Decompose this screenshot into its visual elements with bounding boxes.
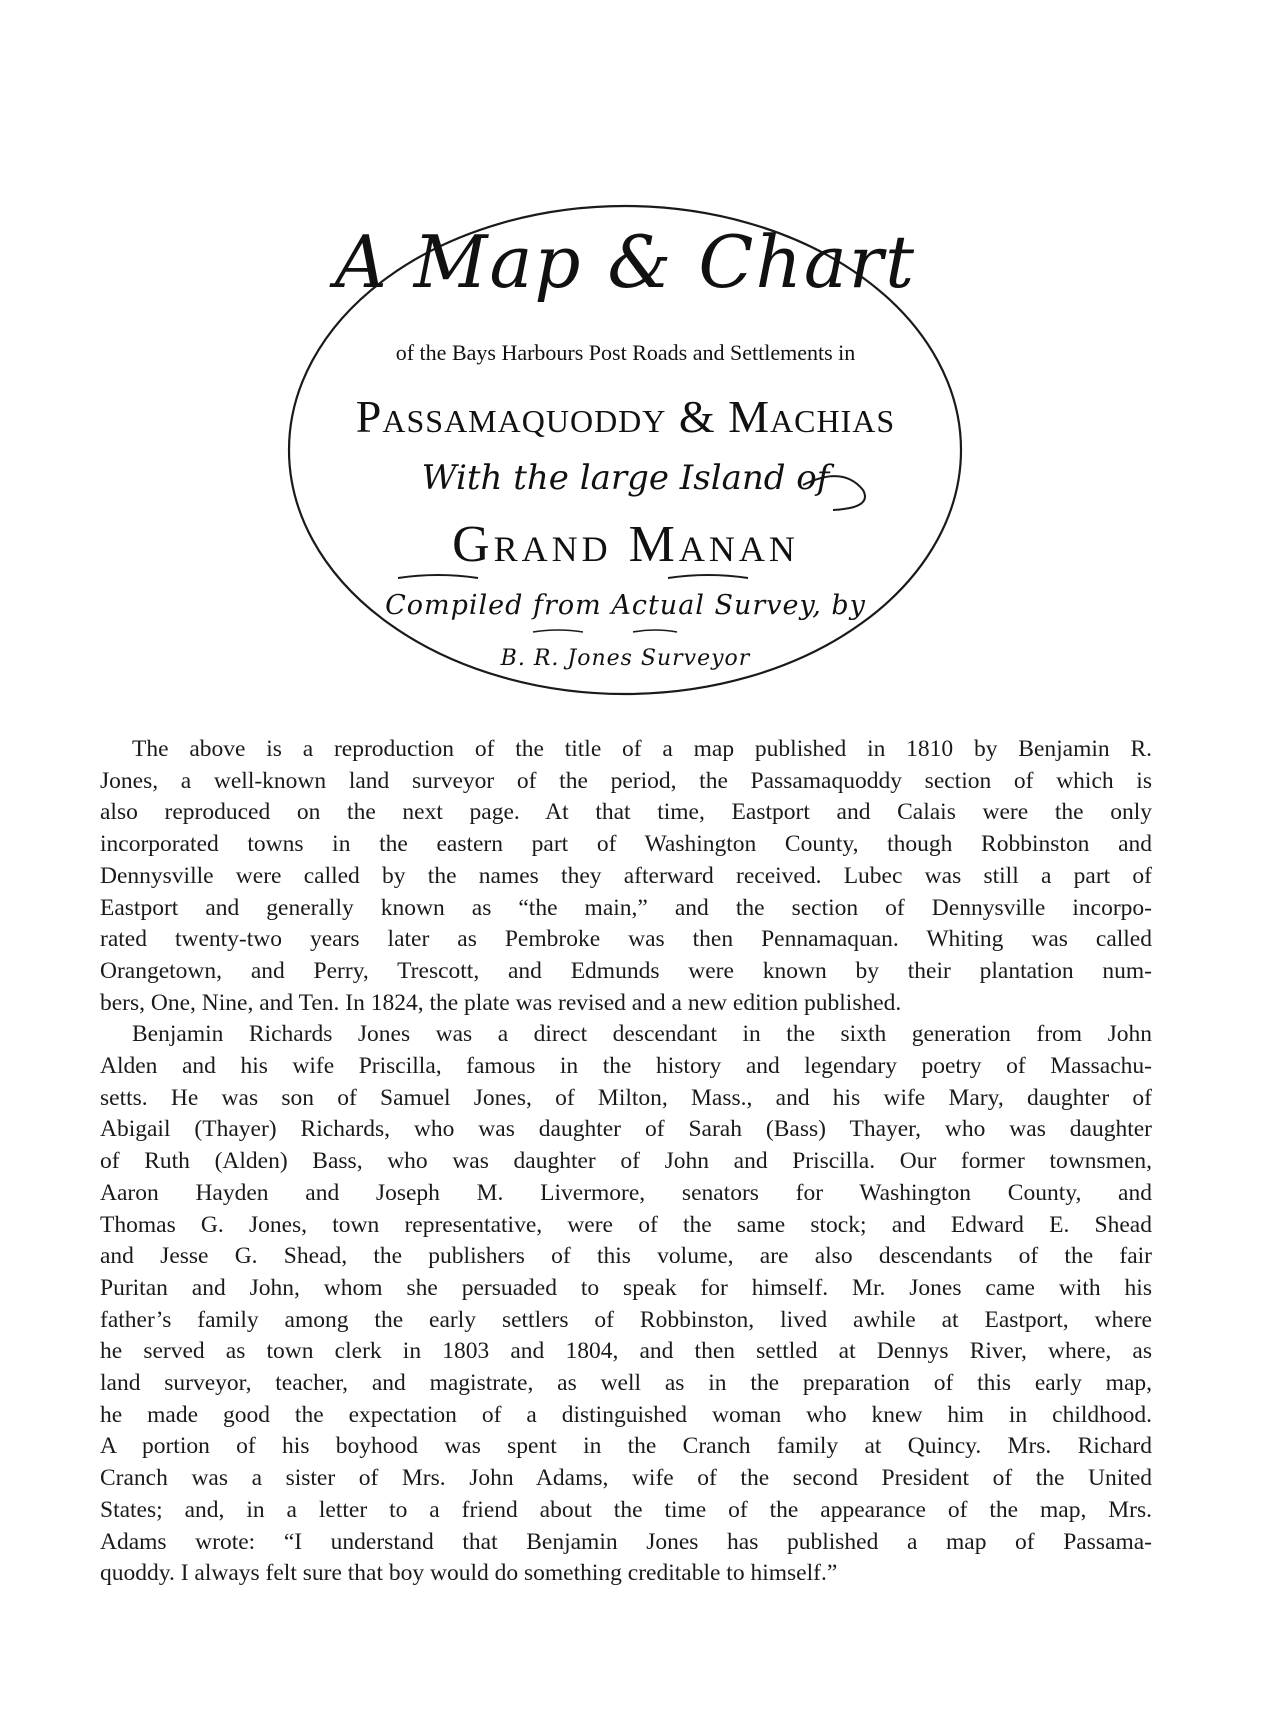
text-line: Thomas G. Jones, town representative, were of the same stock; and Edward E. Shead (100, 1211, 1152, 1238)
cartouche-title-script: A Map & Chart (334, 220, 917, 304)
text-line: also reproduced on the next page. At that time, Eastport and Calais were the only (100, 799, 1152, 826)
text-line: Aaron Hayden and Joseph M. Livermore, senators for Washington County, and (100, 1179, 1152, 1206)
text-line: Adams wrote: “I understand that Benjamin Jones has published a map of Passama- (100, 1528, 1152, 1555)
text-line: land surveyor, teacher, and magistrate, as well as in the preparation of this early map, (100, 1370, 1152, 1397)
text-line: Orangetown, and Perry, Trescott, and Edmunds were known by their plantation num- (100, 957, 1152, 984)
cartouche-island-line: With the large Island of (421, 458, 830, 498)
text-line: States; and, in a letter to a friend about the time of the appearance of the map, Mrs. (100, 1496, 1152, 1523)
text-line: Puritan and John, whom she persuaded to speak for himself. Mr. Jones came with his (100, 1274, 1152, 1301)
text-line: A portion of his boyhood was spent in the Cranch family at Quincy. Mrs. Richard (100, 1433, 1152, 1460)
text-line: incorporated towns in the eastern part of Washington County, though Robbinston and (100, 831, 1152, 858)
text-line: Dennysville were called by the names they afterward received. Lubec was still a part of (100, 862, 1152, 889)
text-line: and Jesse G. Shead, the publishers of this volume, are also descendants of the fair (100, 1243, 1152, 1270)
cartouche-island-name: Grand Manan (452, 516, 799, 573)
text-line: Jones, a well-known land surveyor of the period, the Passamaquoddy section of which is (100, 767, 1152, 794)
text-line: Eastport and generally known as “the main,” and the section of Dennysville incorpo- (100, 894, 1152, 921)
text-line: of Ruth (Alden) Bass, who was daughter of John and Priscilla. Our former townsmen, (100, 1148, 1152, 1175)
text-line: father’s family among the early settlers of Robbinston, lived awhile at Eastport, where (100, 1306, 1152, 1333)
text-line: Abigail (Thayer) Richards, who was daughter of Sarah (Bass) Thayer, who was daughter (100, 1116, 1152, 1143)
text-line: setts. He was son of Samuel Jones, of Milton, Mass., and his wife Mary, daughter of (100, 1084, 1152, 1111)
cartouche-subtitle: of the Bays Harbours Post Roads and Settlements in (395, 340, 856, 365)
title-cartouche (283, 200, 968, 700)
text-line: he served as town clerk in 1803 and 1804, and then settled at Dennys River, where, as (100, 1338, 1152, 1365)
body-text (100, 734, 1152, 1590)
paragraph-1 (100, 734, 1152, 1019)
text-line: he made good the expectation of a distinguished woman who knew him in childhood. (100, 1401, 1152, 1428)
text-line: quoddy. I always felt sure that boy would do something creditable to himself.” (100, 1560, 838, 1587)
text-line: The above is a reproduction of the title of a map published in 1810 by Benjamin R. (132, 736, 1152, 762)
text-line: Cranch was a sister of Mrs. John Adams, wife of the second President of the United (100, 1465, 1152, 1492)
text-line: bers, One, Nine, and Ten. In 1824, the plate was revised and a new edition published. (100, 989, 902, 1016)
cartouche-compiled: Compiled from Actual Survey, by (385, 590, 866, 621)
text-line: rated twenty-two years later as Pembroke was then Pennamaquan. Whiting was called (100, 926, 1152, 953)
cartouche-region: Passamaquoddy & Machias (355, 391, 896, 442)
text-line: Benjamin Richards Jones was a direct descendant in the sixth generation from John (132, 1021, 1152, 1048)
cartouche-author: B. R. Jones Surveyor (500, 646, 751, 671)
paragraph-2 (100, 1019, 1152, 1590)
text-line: Alden and his wife Priscilla, famous in the history and legendary poetry of Massachu- (100, 1053, 1152, 1080)
